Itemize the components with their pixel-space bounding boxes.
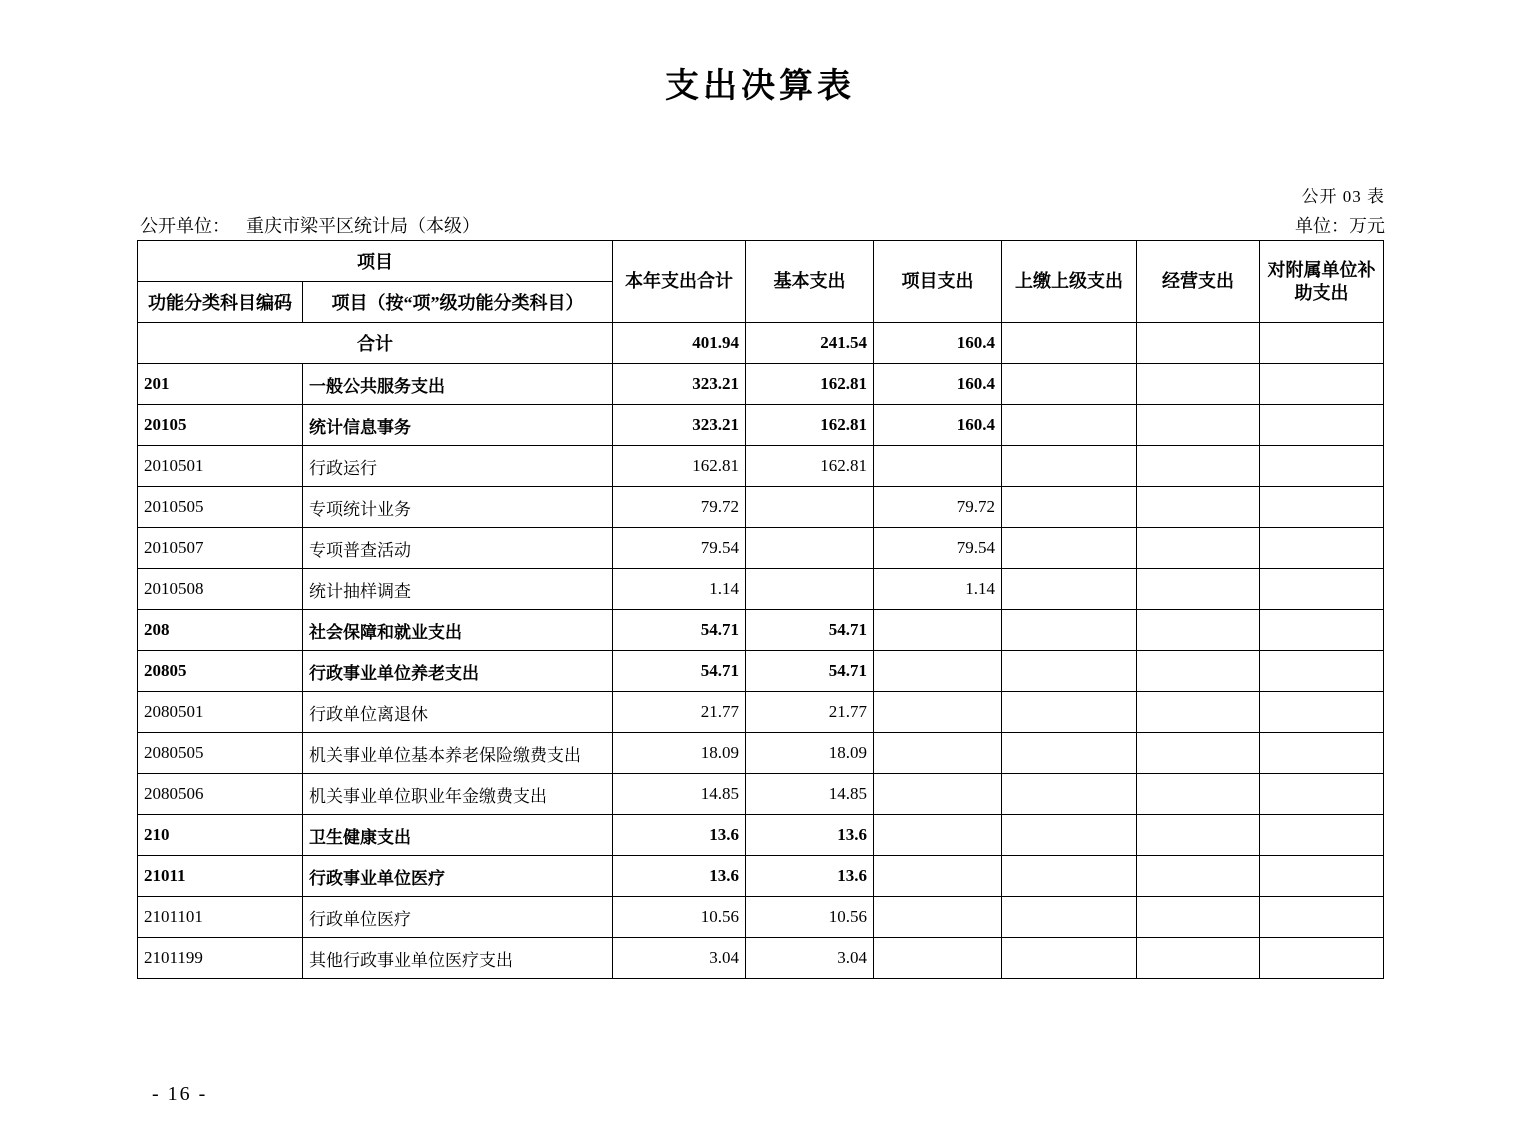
row-value-4 [1137, 446, 1260, 487]
total-value-2: 160.4 [874, 323, 1002, 364]
row-value-5 [1260, 774, 1384, 815]
row-value-3 [1002, 856, 1137, 897]
header-basic-expenditure: 基本支出 [746, 241, 874, 323]
table-row [138, 897, 1384, 938]
row-value-0: 13.6 [613, 856, 746, 897]
row-value-2: 160.4 [874, 405, 1002, 446]
row-value-5 [1260, 405, 1384, 446]
publisher-label: 公开单位： [140, 216, 230, 236]
row-value-1 [746, 569, 874, 610]
table-row [138, 774, 1384, 815]
row-code: 20105 [138, 405, 303, 446]
row-value-2: 79.72 [874, 487, 1002, 528]
total-value-4 [1137, 323, 1260, 364]
row-value-0: 1.14 [613, 569, 746, 610]
table-header-row-group [138, 241, 1384, 282]
row-value-2 [874, 815, 1002, 856]
table-row [138, 405, 1384, 446]
row-value-0: 162.81 [613, 446, 746, 487]
row-value-1: 18.09 [746, 733, 874, 774]
total-label: 合计 [138, 323, 613, 364]
row-value-3 [1002, 569, 1137, 610]
row-value-3 [1002, 897, 1137, 938]
row-name: 行政事业单位医疗 [303, 856, 613, 897]
header-operating-expenditure: 经营支出 [1137, 241, 1260, 323]
row-value-4 [1137, 856, 1260, 897]
row-code: 2010501 [138, 446, 303, 487]
expenditure-table [137, 240, 1384, 979]
header-group-project: 项目 [138, 241, 613, 282]
row-value-4 [1137, 774, 1260, 815]
total-value-1: 241.54 [746, 323, 874, 364]
row-name: 行政单位医疗 [303, 897, 613, 938]
row-value-1: 13.6 [746, 815, 874, 856]
row-value-2 [874, 856, 1002, 897]
row-value-4 [1137, 487, 1260, 528]
row-value-5 [1260, 938, 1384, 979]
row-value-5 [1260, 692, 1384, 733]
row-code: 2010505 [138, 487, 303, 528]
row-value-2 [874, 692, 1002, 733]
row-value-3 [1002, 938, 1137, 979]
row-code: 2080506 [138, 774, 303, 815]
table-row [138, 733, 1384, 774]
row-value-4 [1137, 733, 1260, 774]
row-value-5 [1260, 815, 1384, 856]
row-value-0: 54.71 [613, 610, 746, 651]
row-value-5 [1260, 651, 1384, 692]
header-upper-level-expenditure: 上缴上级支出 [1002, 241, 1137, 323]
row-value-4 [1137, 651, 1260, 692]
row-code: 2010508 [138, 569, 303, 610]
row-value-5 [1260, 897, 1384, 938]
row-value-1 [746, 487, 874, 528]
row-code: 2080501 [138, 692, 303, 733]
row-value-4 [1137, 815, 1260, 856]
table-row-total [138, 323, 1384, 364]
row-value-2 [874, 897, 1002, 938]
row-value-3 [1002, 446, 1137, 487]
row-name: 专项普查活动 [303, 528, 613, 569]
publisher-info [140, 212, 480, 238]
header-project-name: 项目（按“项”级功能分类科目） [303, 282, 613, 323]
row-value-3 [1002, 364, 1137, 405]
row-value-5 [1260, 446, 1384, 487]
row-value-5 [1260, 528, 1384, 569]
table-row [138, 651, 1384, 692]
table-row [138, 938, 1384, 979]
row-value-3 [1002, 815, 1137, 856]
row-value-0: 3.04 [613, 938, 746, 979]
table-row [138, 856, 1384, 897]
row-value-4 [1137, 528, 1260, 569]
row-code: 2101101 [138, 897, 303, 938]
row-value-3 [1002, 692, 1137, 733]
row-name: 一般公共服务支出 [303, 364, 613, 405]
row-name: 行政运行 [303, 446, 613, 487]
header-function-code: 功能分类科目编码 [138, 282, 303, 323]
table-row [138, 528, 1384, 569]
row-value-1: 162.81 [746, 405, 874, 446]
row-value-2 [874, 774, 1002, 815]
row-value-4 [1137, 897, 1260, 938]
row-value-4 [1137, 569, 1260, 610]
row-name: 其他行政事业单位医疗支出 [303, 938, 613, 979]
row-value-2 [874, 610, 1002, 651]
header-project-expenditure: 项目支出 [874, 241, 1002, 323]
total-value-3 [1002, 323, 1137, 364]
row-code: 201 [138, 364, 303, 405]
row-code: 2010507 [138, 528, 303, 569]
row-value-2: 79.54 [874, 528, 1002, 569]
row-value-3 [1002, 774, 1137, 815]
table-row [138, 364, 1384, 405]
publisher-name: 重庆市梁平区统计局（本级） [246, 216, 480, 236]
table-row [138, 487, 1384, 528]
table-row [138, 610, 1384, 651]
row-value-3 [1002, 405, 1137, 446]
row-code: 2080505 [138, 733, 303, 774]
row-value-3 [1002, 610, 1137, 651]
table-row [138, 815, 1384, 856]
row-value-2 [874, 733, 1002, 774]
row-value-5 [1260, 856, 1384, 897]
row-value-3 [1002, 733, 1137, 774]
row-value-5 [1260, 610, 1384, 651]
row-value-1: 3.04 [746, 938, 874, 979]
row-value-0: 79.72 [613, 487, 746, 528]
row-code: 20805 [138, 651, 303, 692]
row-value-1: 54.71 [746, 610, 874, 651]
row-name: 行政事业单位养老支出 [303, 651, 613, 692]
document-meta [140, 212, 1385, 238]
row-value-4 [1137, 938, 1260, 979]
row-value-0: 21.77 [613, 692, 746, 733]
total-value-0: 401.94 [613, 323, 746, 364]
header-total-expenditure: 本年支出合计 [613, 241, 746, 323]
row-value-1 [746, 528, 874, 569]
row-name: 机关事业单位职业年金缴费支出 [303, 774, 613, 815]
row-value-2 [874, 651, 1002, 692]
row-value-0: 10.56 [613, 897, 746, 938]
row-name: 统计信息事务 [303, 405, 613, 446]
unit-note: 单位：万元 [1295, 216, 1385, 236]
page-title: 支出决算表 [665, 68, 855, 105]
row-value-2: 1.14 [874, 569, 1002, 610]
row-value-2: 160.4 [874, 364, 1002, 405]
row-value-2 [874, 446, 1002, 487]
row-value-0: 13.6 [613, 815, 746, 856]
row-value-4 [1137, 364, 1260, 405]
table-row [138, 569, 1384, 610]
row-value-1: 14.85 [746, 774, 874, 815]
row-value-1: 10.56 [746, 897, 874, 938]
row-value-5 [1260, 733, 1384, 774]
row-value-1: 162.81 [746, 446, 874, 487]
row-value-0: 14.85 [613, 774, 746, 815]
row-value-1: 54.71 [746, 651, 874, 692]
row-value-4 [1137, 610, 1260, 651]
row-name: 统计抽样调查 [303, 569, 613, 610]
row-value-0: 18.09 [613, 733, 746, 774]
row-value-5 [1260, 487, 1384, 528]
row-name: 卫生健康支出 [303, 815, 613, 856]
page-number: - 16 - [152, 1083, 208, 1105]
row-value-3 [1002, 487, 1137, 528]
row-value-4 [1137, 405, 1260, 446]
row-value-0: 323.21 [613, 405, 746, 446]
total-value-5 [1260, 323, 1384, 364]
document-page [0, 58, 1520, 1132]
row-code: 21011 [138, 856, 303, 897]
row-value-1: 162.81 [746, 364, 874, 405]
row-name: 机关事业单位基本养老保险缴费支出 [303, 733, 613, 774]
row-value-1: 13.6 [746, 856, 874, 897]
row-name: 社会保障和就业支出 [303, 610, 613, 651]
row-value-3 [1002, 528, 1137, 569]
row-value-0: 323.21 [613, 364, 746, 405]
row-code: 208 [138, 610, 303, 651]
row-value-1: 21.77 [746, 692, 874, 733]
row-value-0: 79.54 [613, 528, 746, 569]
table-row [138, 446, 1384, 487]
row-value-5 [1260, 569, 1384, 610]
header-subsidy-expenditure: 对附属单位补助支出 [1260, 241, 1384, 323]
form-number: 公开 03 表 [1301, 187, 1385, 206]
row-value-4 [1137, 692, 1260, 733]
row-name: 专项统计业务 [303, 487, 613, 528]
row-code: 210 [138, 815, 303, 856]
row-value-5 [1260, 364, 1384, 405]
row-value-2 [874, 938, 1002, 979]
row-name: 行政单位离退休 [303, 692, 613, 733]
table-row [138, 692, 1384, 733]
row-value-0: 54.71 [613, 651, 746, 692]
row-value-3 [1002, 651, 1137, 692]
row-code: 2101199 [138, 938, 303, 979]
